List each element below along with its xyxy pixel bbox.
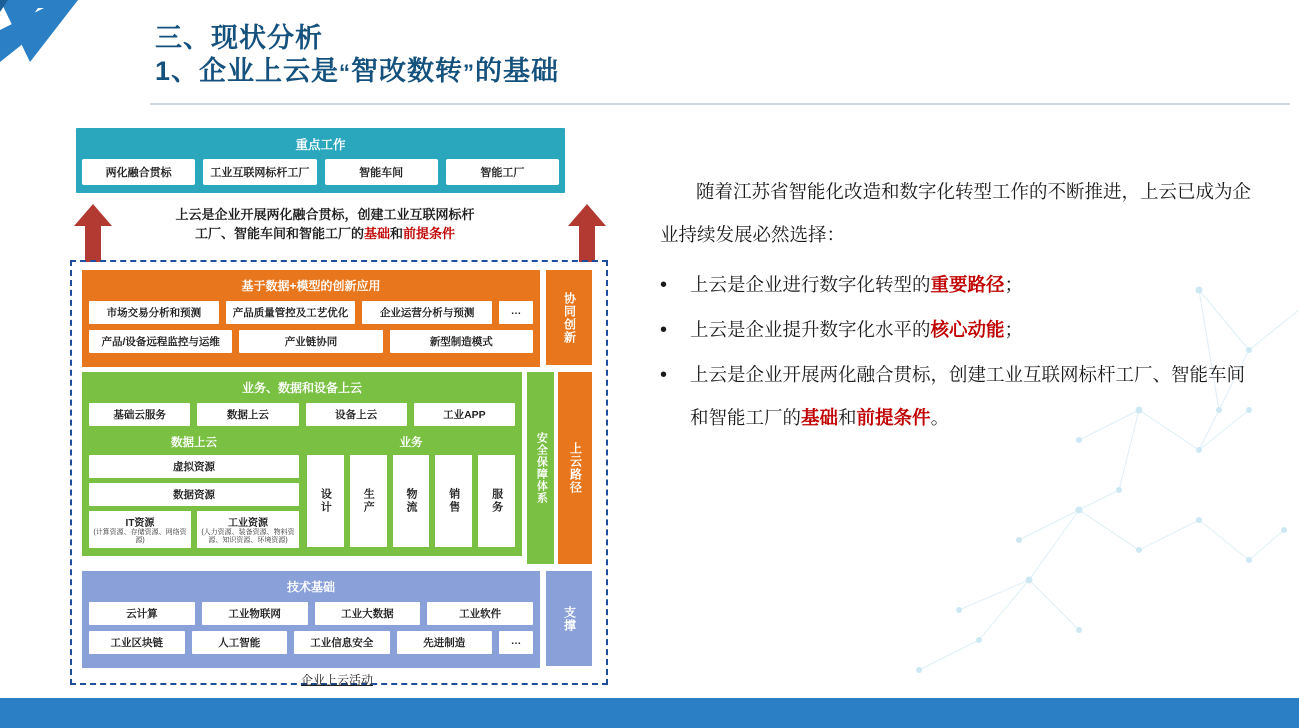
innovation-item: 市场交易分析和预测 — [89, 301, 219, 324]
innovation-item: 产品质量管控及工艺优化 — [226, 301, 356, 324]
business-column-label: 销售 — [447, 488, 460, 514]
title-line-1: 三、现状分析 — [155, 23, 323, 53]
security-system-side — [527, 372, 554, 564]
key-work-block — [76, 128, 565, 193]
technology-item: 工业软件 — [427, 602, 533, 625]
bullet-3-pre: 上云是企业开展两化融合贯标，创建工业互联网标杆工厂、智能车间和智能工厂的 — [690, 363, 1246, 429]
business-columns — [307, 455, 515, 547]
bullet-item-2 — [660, 308, 1260, 353]
header-divider — [150, 103, 1290, 105]
caption-line-2-pre: 工厂、智能车间和智能工厂的 — [194, 225, 364, 241]
innovation-item-more: … — [499, 301, 533, 324]
support-label: 支撑 — [562, 605, 577, 632]
bullet-marker: • — [660, 363, 668, 386]
technology-item: 云计算 — [89, 602, 195, 625]
business-column — [435, 455, 472, 547]
bullet-2-post: ； — [1004, 318, 1024, 340]
footer-bar — [0, 698, 1299, 728]
bullet-text-2 — [690, 308, 1260, 351]
title-line-2-post: 的基础 — [475, 55, 560, 86]
technology-row-2 — [89, 631, 533, 654]
technology-item: 先进制造 — [397, 631, 493, 654]
security-system-label: 安全保障体系 — [535, 432, 548, 504]
caption-highlight-1: 基础 — [363, 225, 390, 241]
bullet-3-highlight-1: 基础 — [801, 407, 839, 429]
key-work-title: 重点工作 — [295, 138, 346, 152]
title-line-2 — [155, 55, 559, 88]
data-cloud-panel — [89, 432, 299, 548]
bullet-1-post: ； — [1004, 273, 1024, 295]
resource-it — [89, 511, 191, 548]
bullet-1-highlight: 重要路径 — [930, 273, 1005, 295]
bullet-item-1 — [660, 263, 1260, 308]
innovation-title: 基于数据+模型的创新应用 — [241, 279, 381, 293]
resource-it-desc: (计算资源、存储资源、网络资源) — [93, 529, 187, 545]
innovation-item: 产业链协同 — [239, 330, 382, 353]
technology-item: 工业信息安全 — [294, 631, 390, 654]
resource-industrial-desc: (人力资源、装备资源、物料资源、知识资源、环境资源) — [201, 529, 295, 545]
bullet-text-1 — [690, 263, 1260, 306]
bullet-3-highlight-2: 前提条件 — [856, 407, 931, 429]
key-work-item: 工业互联网标杆工厂 — [203, 159, 316, 185]
cloud-business-item: 基础云服务 — [89, 403, 190, 426]
resource-row — [89, 511, 299, 548]
data-cloud-title: 数据上云 — [171, 437, 217, 449]
business-column-label: 设计 — [319, 488, 332, 514]
title-quote-close: ” — [463, 59, 476, 85]
cloud-detail-wrapper — [89, 432, 515, 548]
right-text-panel — [660, 170, 1260, 440]
bullet-1-pre: 上云是企业进行数字化转型的 — [690, 273, 931, 295]
data-cloud-item: 虚拟资源 — [89, 455, 299, 478]
innovation-item: 新型制造模式 — [390, 330, 533, 353]
data-cloud-item: 数据资源 — [89, 483, 299, 506]
business-column-label: 生产 — [362, 488, 375, 514]
innovation-row-1 — [89, 301, 533, 324]
page-title — [155, 22, 559, 88]
resource-industrial — [197, 511, 299, 548]
business-column — [307, 455, 344, 547]
technology-item: 人工智能 — [192, 631, 288, 654]
header-decoration — [0, 0, 140, 105]
title-line-2-quoted: 智改数转 — [351, 55, 464, 86]
bullet-marker: • — [660, 273, 668, 296]
innovation-application-section — [82, 270, 540, 367]
technology-item: 工业区块链 — [89, 631, 185, 654]
caption-line-2 — [120, 225, 530, 244]
innovation-row-2 — [89, 330, 533, 353]
technology-item: 工业物联网 — [202, 602, 308, 625]
support-side — [546, 571, 592, 666]
business-panel — [307, 432, 515, 548]
resource-it-name: IT资源 — [125, 518, 155, 529]
bullet-3-post: 。 — [930, 407, 950, 429]
cloud-business-item: 设备上云 — [306, 403, 407, 426]
technology-foundation-title: 技术基础 — [286, 580, 335, 594]
key-work-item: 智能工厂 — [446, 159, 559, 185]
business-column-label: 服务 — [490, 488, 503, 514]
cloud-business-row-1 — [89, 403, 515, 426]
up-arrow-left-icon — [74, 204, 112, 262]
up-arrow-right-icon — [568, 204, 606, 262]
caption-highlight-2: 前提条件 — [403, 225, 456, 241]
enterprise-cloud-diagram — [68, 128, 628, 688]
cloud-business-section — [82, 372, 522, 556]
caption-line-1: 上云是企业开展两化融合贯标，创建工业互联网标杆 — [175, 207, 475, 222]
innovation-item: 企业运营分析与预测 — [362, 301, 492, 324]
title-quote-open: “ — [339, 59, 352, 85]
collaborative-innovation-label: 协同创新 — [562, 291, 577, 344]
bullet-item-3 — [660, 353, 1260, 440]
key-work-item: 智能车间 — [325, 159, 438, 185]
resource-industrial-name: 工业资源 — [228, 518, 268, 529]
title-line-2-pre: 1、企业上云是 — [155, 55, 340, 86]
bullet-text-3 — [690, 353, 1260, 440]
collaborative-innovation-side — [546, 270, 592, 365]
business-column — [478, 455, 515, 547]
diagram-bottom-label: 企业上云活动 — [300, 673, 373, 687]
bullet-2-pre: 上云是企业提升数字化水平的 — [690, 318, 931, 340]
bullet-3-mid: 和 — [838, 407, 857, 429]
data-cloud-items — [89, 455, 299, 506]
cloud-path-label: 上云路径 — [568, 442, 583, 494]
key-work-item: 两化融合贯标 — [82, 159, 195, 185]
diagram-caption — [120, 206, 530, 244]
business-column — [350, 455, 387, 547]
cloud-business-title: 业务、数据和设备上云 — [241, 381, 362, 395]
intro-paragraph: 随着江苏省智能化改造和数字化转型工作的不断推进，上云已成为企业持续发展必然选择： — [660, 181, 1252, 246]
technology-item-more: … — [499, 631, 533, 654]
bullet-marker: • — [660, 318, 668, 341]
technology-item: 工业大数据 — [315, 602, 421, 625]
key-work-items — [82, 159, 559, 185]
innovation-item: 产品/设备远程监控与运维 — [89, 330, 232, 353]
cloud-business-item: 工业APP — [414, 403, 515, 426]
business-title: 业务 — [399, 437, 423, 449]
cloud-path-side — [558, 372, 592, 564]
business-column-label: 物流 — [404, 488, 417, 514]
technology-row-1 — [89, 602, 533, 625]
business-column — [393, 455, 430, 547]
technology-foundation-section — [82, 571, 540, 668]
caption-line-2-mid: 和 — [390, 225, 404, 241]
bullet-2-highlight: 核心动能 — [930, 318, 1005, 340]
cloud-business-item: 数据上云 — [197, 403, 298, 426]
